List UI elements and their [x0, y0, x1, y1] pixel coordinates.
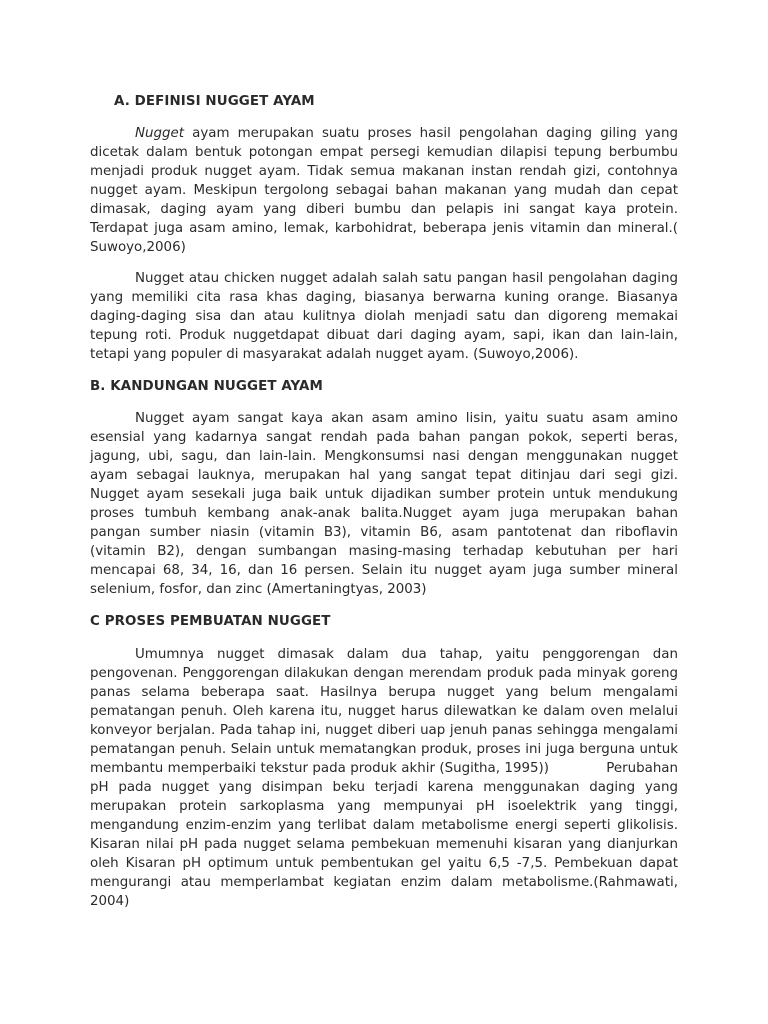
nugget-italic-term: Nugget: [135, 126, 184, 141]
section-a-paragraph-1: [90, 124, 678, 257]
section-c-paragraph-1: Umumnya nugget dimasak dalam dua tahap, yaitu penggorengan dan pengovenan. Penggorengan dilakukan dengan merendam produk pada minyak goreng panas selama beberapa saat. Hasilnya berupa nugget yang belum mengalami pematangan penuh. Oleh karena itu, nugget harus dilewatkan ke dalam oven melalui konveyor berjalan. Pada tahap ini, nugget diberi uap jenuh panas sehingga mengalami pematangan penuh. Selain untuk mematangkan produk, proses ini juga berguna untuk membantu memperbaiki tekstur pada produk akhir (Sugitha, 1995)) Perubahan pH pada nugget yang disimpan beku terjadi karena menggunakan daging yang merupakan protein sarkoplasma yang mempunyai pH isoelektrik yang tinggi, mengandung enzim-enzim yang terlibat dalam metabolisme energi seperti glikolisis. Kisaran nilai pH pada nugget selama pembekuan memenuhi kisaran yang dianjurkan oleh Kisaran pH optimum untuk pembentukan gel yaitu 6,5 -7,5. Pembekuan dapat mengurangi atau memperlambat kegiatan enzim dalam metabolisme.(Rahmawati, 2004): [90, 647, 678, 909]
section-a-paragraph-2: Nugget atau chicken nugget adalah salah satu pangan hasil pengolahan daging yang memiliki cita rasa khas daging, biasanya berwarna kuning orange. Biasanya daging-daging sisa dan atau kulitnya diolah menjadi satu dan digoreng memakai tepung roti. Produk nuggetdapat dibuat dari daging ayam, sapi, ikan dan lain-lain, tetapi yang populer di masyarakat adalah nugget ayam. (Suwoyo,2006).: [90, 271, 678, 362]
section-a-paragraph-1-text: ayam merupakan suatu proses hasil pengolahan daging giling yang dicetak dalam bentuk potongan empat persegi kemudian dilapisi tepung berbumbu menjadi produk nugget ayam. Tidak semua makanan instan rendah gizi, contohnya nugget ayam. Meskipun tergolong sebagai bahan makanan yang mudah dan cepat dimasak, daging ayam yang diberi bumbu dan pelapis ini sangat kaya protein. Terdapat juga asam amino, lemak, karbohidrat, beberapa jenis vitamin dan mineral.( Suwoyo,2006): [90, 126, 678, 255]
section-b-paragraph-1: Nugget ayam sangat kaya akan asam amino lisin, yaitu suatu asam amino esensial yang kadarnya sangat rendah pada bahan pangan pokok, seperti beras, jagung, ubi, sagu, dan lain-lain. Mengkonsumsi nasi dengan menggunakan nugget ayam sebagai lauknya, merupakan hal yang sangat tepat ditinjau dari segi gizi. Nugget ayam sesekali juga baik untuk dijadikan sumber protein untuk mendukung proses tumbuh kembang anak-anak balita.Nugget ayam juga merupakan bahan pangan sumber niasin (vitamin B3), vitamin B6, asam pantotenat dan riboflavin (vitamin B2), dengan sumbangan masing-masing terhadap kebutuhan per hari mencapai 68, 34, 16, dan 16 persen. Selain itu nugget ayam juga sumber mineral selenium, fosfor, dan zinc (Amertaningtyas, 2003): [90, 411, 678, 597]
section-a-heading: A. DEFINISI NUGGET AYAM: [114, 94, 315, 109]
section-b-heading: B. KANDUNGAN NUGGET AYAM: [90, 379, 323, 394]
section-c-heading: C PROSES PEMBUATAN NUGGET: [90, 614, 331, 629]
